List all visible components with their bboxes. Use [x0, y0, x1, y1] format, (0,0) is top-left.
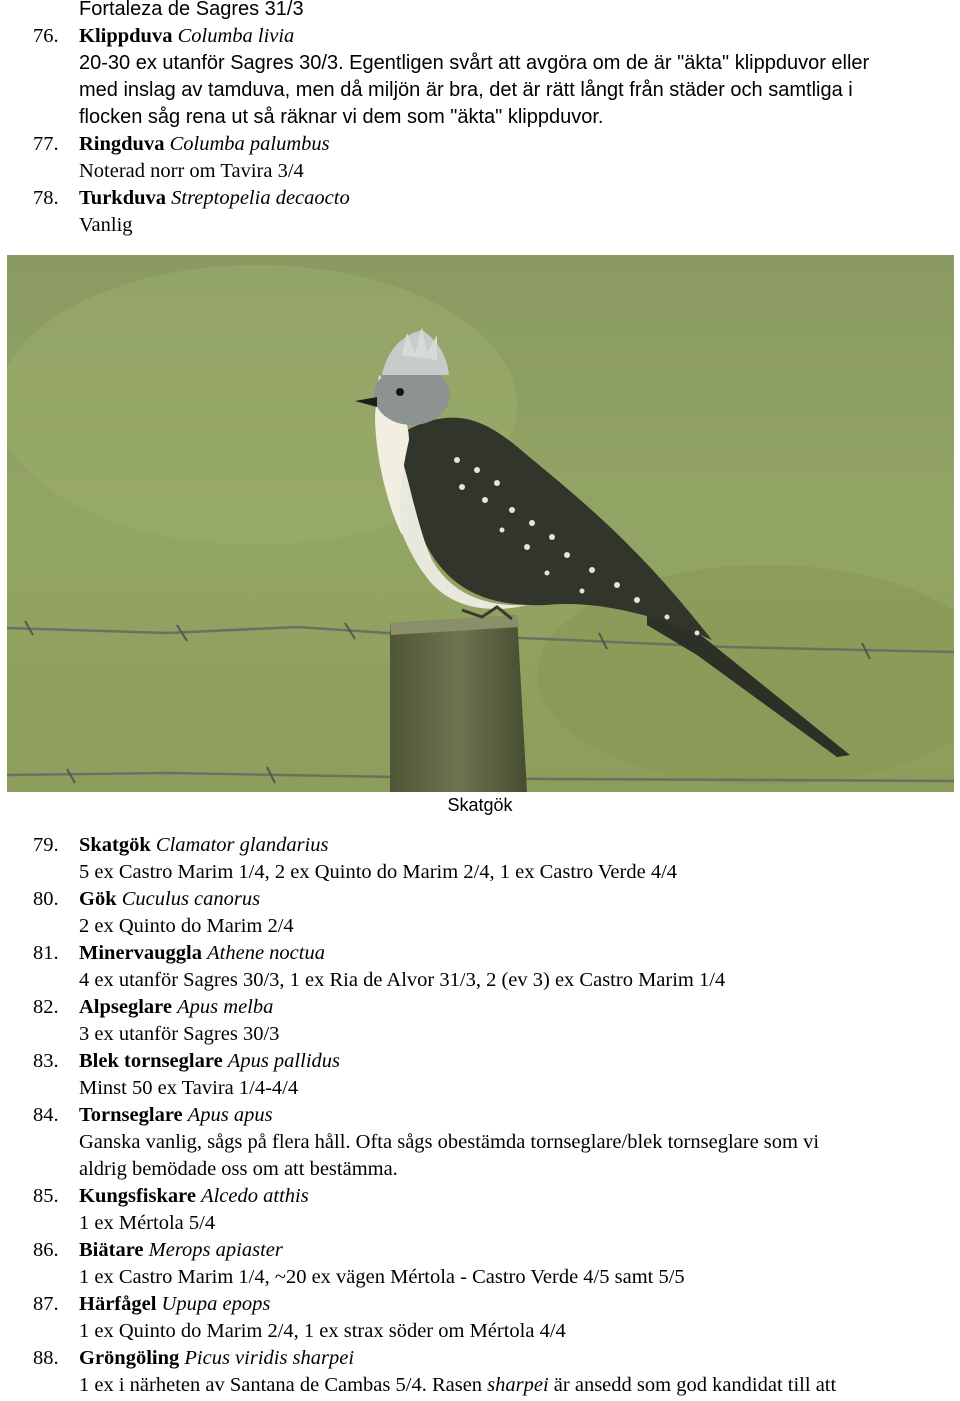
species-latin: Apus pallidus: [227, 1050, 340, 1072]
photo-caption: Skatgök: [447, 795, 513, 815]
species-latin: Apus melba: [177, 996, 274, 1018]
species-detail: 4 ex utanför Sagres 30/3, 1 ex Ria de Alvor 31/3, 2 (ev 3) ex Castro Marim 1/4: [79, 969, 726, 991]
species-latin: Picus viridis sharpei: [184, 1347, 355, 1369]
species-detail: Noterad norr om Tavira 3/4: [79, 160, 304, 182]
detail-italic: sharpei: [487, 1374, 549, 1396]
bird-photo: [7, 255, 954, 792]
species-latin: Merops apiaster: [148, 1239, 283, 1261]
species-heading: [79, 23, 294, 50]
species-heading: [79, 994, 273, 1021]
species-detail: 1 ex Mértola 5/4: [79, 1212, 216, 1234]
species-name: Alpseglare: [79, 996, 173, 1018]
species-heading: [79, 940, 325, 967]
species-latin: Athene noctua: [207, 942, 325, 964]
species-number: 82.: [33, 996, 59, 1018]
species-detail: aldrig bemödade oss om att bestämma.: [79, 1158, 398, 1180]
species-detail: 2 ex Quinto do Marim 2/4: [79, 915, 294, 937]
species-number: 88.: [33, 1347, 59, 1369]
species-number: 83.: [33, 1050, 59, 1072]
species-latin: Apus apus: [187, 1104, 273, 1126]
species-latin: Streptopelia decaocto: [171, 187, 350, 209]
species-name: Härfågel: [79, 1293, 157, 1315]
species-number: 79.: [33, 834, 59, 856]
species-heading: [79, 185, 350, 212]
species-number: 85.: [33, 1185, 59, 1207]
species-detail: 5 ex Castro Marim 1/4, 2 ex Quinto do Marim 2/4, 1 ex Castro Verde 4/4: [79, 861, 678, 883]
species-detail: 3 ex utanför Sagres 30/3: [79, 1023, 280, 1045]
species-latin: Upupa epops: [161, 1293, 271, 1315]
location-line: Fortaleza de Sagres 31/3: [79, 0, 304, 20]
species-name: Biätare: [79, 1239, 144, 1261]
species-heading: [79, 1102, 273, 1129]
species-latin: Columba livia: [177, 25, 295, 47]
species-number: 87.: [33, 1293, 59, 1315]
species-number: 86.: [33, 1239, 59, 1261]
species-latin: Clamator glandarius: [155, 834, 329, 856]
species-detail: 1 ex Quinto do Marim 2/4, 1 ex strax söder om Mértola 4/4: [79, 1320, 566, 1342]
species-detail: med inslag av tamduva, men då miljön är bra, det är rätt långt från städer och samtliga i: [79, 79, 853, 101]
species-name: Skatgök: [79, 834, 151, 856]
species-detail: [79, 1372, 836, 1399]
species-heading: [79, 1183, 309, 1210]
species-detail: Vanlig: [79, 214, 133, 236]
species-name: Gök: [79, 888, 117, 910]
species-number: 76.: [33, 25, 59, 47]
species-name: Kungsfiskare: [79, 1185, 196, 1207]
species-heading: [79, 1345, 354, 1372]
detail-text: 1 ex i närheten av Santana de Cambas 5/4. Rasen: [79, 1374, 488, 1396]
species-heading: [79, 1237, 283, 1264]
species-heading: [79, 886, 260, 913]
species-name: Klippduva: [79, 25, 173, 47]
species-name: Blek tornseglare: [79, 1050, 223, 1072]
species-heading: [79, 832, 328, 859]
species-heading: [79, 131, 330, 158]
species-detail: 1 ex Castro Marim 1/4, ~20 ex vägen Mértola - Castro Verde 4/5 samt 5/5: [79, 1266, 685, 1288]
species-number: 80.: [33, 888, 59, 910]
species-name: Tornseglare: [79, 1104, 183, 1126]
species-detail: 20-30 ex utanför Sagres 30/3. Egentligen svårt att avgöra om de är "äkta" klippduvor eller: [79, 52, 870, 74]
species-heading: [79, 1291, 270, 1318]
species-detail: Ganska vanlig, sågs på flera håll. Ofta sågs obestämda tornseglare/blek tornseglare som vi: [79, 1131, 820, 1153]
species-number: 78.: [33, 187, 59, 209]
species-name: Gröngöling: [79, 1347, 180, 1369]
species-heading: [79, 1048, 340, 1075]
species-latin: Columba palumbus: [169, 133, 330, 155]
species-latin: Cuculus canorus: [121, 888, 261, 910]
species-name: Turkduva: [79, 187, 166, 209]
species-number: 77.: [33, 133, 59, 155]
detail-text: är ansedd som god kandidat till att: [548, 1374, 837, 1396]
species-latin: Alcedo atthis: [201, 1185, 309, 1207]
species-detail: Minst 50 ex Tavira 1/4-4/4: [79, 1077, 299, 1099]
species-name: Ringduva: [79, 133, 165, 155]
species-number: 81.: [33, 942, 59, 964]
species-name: Minervauggla: [79, 942, 202, 964]
species-detail: flocken såg rena ut så räknar vi dem som "äkta" klippduvor.: [79, 106, 604, 128]
species-number: 84.: [33, 1104, 59, 1126]
